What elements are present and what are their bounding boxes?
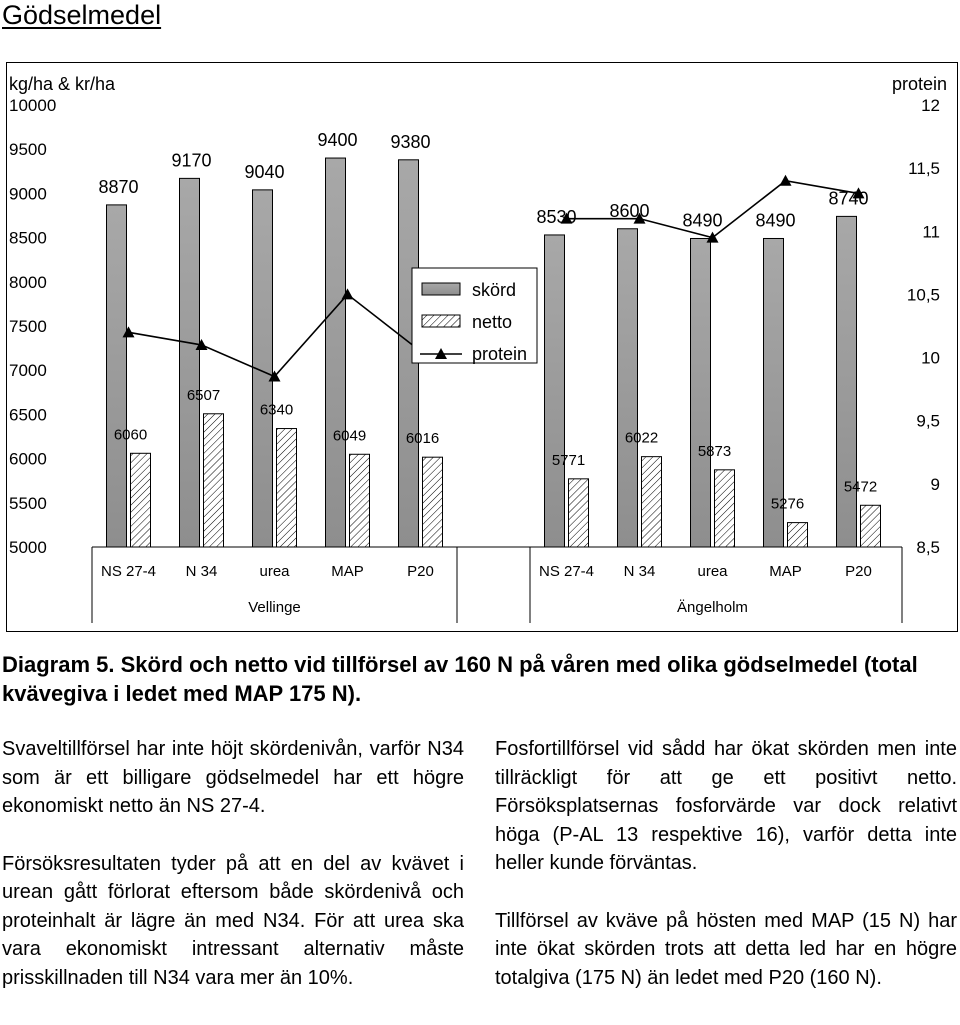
skord-bar [180, 178, 200, 547]
left-text-column [2, 735, 464, 1021]
y-left-tick-label: 9500 [9, 140, 47, 160]
x-category-label: MAP [769, 563, 802, 580]
netto-value-label: 5472 [843, 478, 878, 496]
bar-line-chart [7, 63, 957, 631]
y-right-tick-label: 11 [922, 222, 940, 242]
x-category-label: N 34 [623, 563, 656, 580]
y-left-tick-label: 7500 [9, 317, 47, 336]
page-heading: Gödselmedel [2, 0, 162, 30]
skord-value-label: 8600 [609, 200, 650, 221]
legend [412, 268, 537, 364]
y-left-tick-label: 5500 [9, 493, 47, 513]
x-group-label: Ängelholm [677, 599, 748, 616]
protein-marker [780, 175, 792, 186]
skord-bar [618, 229, 638, 547]
legend-label: protein [472, 344, 528, 364]
netto-value-label: 6507 [186, 386, 221, 404]
x-category-label: P20 [407, 563, 434, 580]
skord-value-label: 8870 [98, 176, 139, 197]
y-right-tick-label: 8,5 [916, 538, 940, 557]
netto-value-label: 6060 [113, 426, 148, 444]
x-category-label: NS 27-4 [100, 563, 157, 580]
netto-value-label: 6022 [624, 429, 659, 447]
netto-bar [204, 414, 224, 547]
legend-label: netto [472, 312, 513, 332]
y-left-tick-label: 9000 [9, 184, 47, 204]
y-left-tick-label: 6500 [9, 405, 47, 425]
protein-line [129, 294, 421, 376]
netto-bar [350, 454, 370, 547]
x-category-label: P20 [845, 563, 872, 580]
skord-bar [326, 158, 346, 547]
chart-caption: Diagram 5. Skörd och netto vid tillförsel av 160 N på våren med olika gödselmedel (total kvävegiva i ledet med MAP 175 N). [2, 652, 918, 706]
x-category-label: urea [259, 563, 290, 580]
netto-value-label: 6016 [405, 430, 440, 448]
netto-bar [423, 457, 443, 547]
y-left-tick-label: 8500 [9, 228, 47, 248]
netto-value-label: 6340 [259, 401, 294, 419]
y-left-tick-label: 5000 [9, 538, 47, 557]
x-group-label: Vellinge [248, 599, 301, 616]
paragraph: Svaveltillförsel har inte höjt skördenivån, varför N34 som är ett billigare gödselmedel har ett högre ekonomiskt netto än NS 27-4. [2, 738, 464, 817]
skord-value-label: 8490 [755, 210, 796, 231]
x-category-label: MAP [331, 563, 364, 580]
legend-swatch-netto [422, 315, 460, 327]
netto-bar [131, 453, 151, 547]
skord-value-label: 8530 [536, 206, 577, 227]
skord-value-label: 9400 [317, 130, 358, 151]
netto-value-label: 6049 [332, 427, 367, 445]
y-right-tick-label: 10 [921, 348, 940, 368]
y-left-tick-label: 6000 [9, 449, 47, 469]
skord-value-label: 8740 [828, 188, 869, 209]
netto-bar [715, 470, 735, 547]
y-left-tick-label: 10000 [9, 96, 57, 115]
skord-value-label: 8490 [682, 210, 723, 231]
y-right-tick-label: 10,5 [906, 285, 940, 305]
y-right-tick-label: 9 [930, 474, 940, 494]
y-left-axis-title: kg/ha & kr/ha [9, 74, 116, 94]
netto-bar [642, 457, 662, 547]
skord-bar [837, 216, 857, 547]
skord-value-label: 9380 [390, 131, 431, 152]
chart-frame [6, 62, 958, 632]
skord-value-label: 9170 [171, 150, 212, 171]
netto-bar [861, 505, 881, 547]
paragraph: Tillförsel av kväve på hösten med MAP (15 N) har inte ökat skörden trots att detta led har en högre totalgiva (175 N) än ledet med P20 (160 N). [495, 909, 957, 989]
netto-bar [569, 479, 589, 547]
netto-value-label: 5873 [697, 442, 732, 460]
y-left-tick-label: 7000 [9, 361, 47, 381]
netto-bar [277, 429, 297, 547]
paragraph: Fosfortillförsel vid sådd har ökat skörden men inte tillräckligt för att ge ett positivt netto. Försöksplatsernas fosforvärde var dock relativt höga (P-AL 13 respektive 16), varför detta inte heller kunde förväntas. [495, 738, 957, 874]
netto-value-label: 5276 [770, 495, 805, 513]
legend-label: skörd [472, 280, 517, 300]
netto-bar [788, 523, 808, 547]
skord-bar [691, 238, 711, 547]
legend-swatch-skord [422, 283, 460, 295]
y-right-tick-label: 12 [921, 96, 940, 115]
skord-bar [545, 235, 565, 547]
x-category-label: N 34 [185, 563, 218, 580]
y-left-tick-label: 8000 [9, 272, 47, 292]
y-right-axis-title: protein [891, 74, 947, 94]
x-category-label: urea [697, 563, 728, 580]
paragraph: Försöksresultaten tyder på att en del av kvävet i urean gått förlorat eftersom både skördenivå och proteinhalt är lägre än med N34. För att urea ska vara ekonomiskt intressant alternativ måste prisskillnaden till N34 vara mer än 10%. [2, 852, 464, 989]
netto-value-label: 5771 [551, 451, 586, 469]
skord-value-label: 9040 [244, 161, 285, 182]
skord-bar [107, 205, 127, 547]
y-right-tick-label: 11,5 [908, 159, 940, 179]
x-category-label: NS 27-4 [538, 563, 595, 580]
y-right-tick-label: 9,5 [916, 411, 940, 431]
right-text-column [495, 735, 957, 1021]
